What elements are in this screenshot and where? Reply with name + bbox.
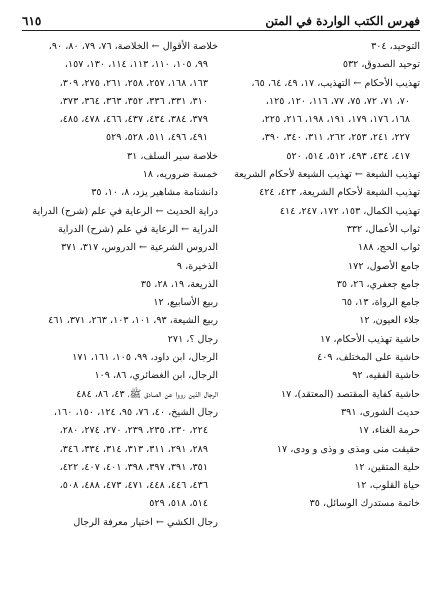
index-entry-line: خمسة ضروريه، ١٨ xyxy=(142,169,218,181)
index-entry-line: ثواب الحج، ١٨٨ xyxy=(358,242,420,254)
index-entry-line: ربيع الأسابيع، ١٢ xyxy=(153,297,218,309)
index-entry-line: خلاصة الأقوال ← الخلاصة، ٧٦، ٧٩، ٨٠، ٩٠، xyxy=(48,41,218,52)
index-entry-line: تهذيب الشيعة ← تهذيب الشيعة لأحكام الشريعة xyxy=(234,169,420,181)
index-entry-line: حاشية تهذيب الأحكام، ١٧ xyxy=(320,333,420,345)
index-entry-line: الذخيرة، ٩ xyxy=(176,260,218,272)
index-entry-line: رجال الشيخ، ٤٠، ٧٦، ٩٥، ١٢٤، ١٥٠، ١٦٠، xyxy=(53,406,218,418)
index-entry-line: حقيقت منى ومذى و وذى و ودى، ١٧ xyxy=(276,443,420,455)
index-entry-line: ٥١٤، ٥١٨، ٥٢٩ xyxy=(149,498,208,510)
index-entry-line: جلاء العيون، ١٢ xyxy=(359,315,420,327)
index-entry-line: توحيد الصدوق، ٥٣٢ xyxy=(342,59,420,71)
index-entry-line: ربيع الشيعة، ٩٣، ١٠١، ١٠٣، ٢٦٣، ٣٧١، ٤٦١ xyxy=(48,315,218,327)
index-entry-line: ٣١٠، ٣٣١، ٣٣٦، ٣٥٢، ٣٦٣، ٣٦٤، ٣٧٣، xyxy=(59,95,208,107)
index-entry-line: ٧٠، ٧١، ٧٢، ٧٥، ٧٧، ١١٦، ١٢٠، ١٢٥، xyxy=(265,95,410,107)
index-entry-line: الرجال، ابن الغضائري، ٨٦، ١٠٩ xyxy=(94,370,218,382)
index-entry-line: دانشنامة مشاهير يزد، ٨، ١٠، ٣٥ xyxy=(91,187,218,199)
index-entry-line: الرجال الذين رووا عن الصادق ﷺ، ٤٣، ٨٦، ٤٨٤ xyxy=(76,388,218,400)
index-entry-line: ٩٩، ١٠٥، ١١٠، ١١٣، ١١٤، ١٣٠، ١٥٧، xyxy=(64,59,208,71)
index-entry-line: ٤٩١، ٤٩٦، ٥١١، ٥٢٨، ٥٢٩ xyxy=(106,132,208,144)
index-entry-line: رجال الكشي ← اختيار معرفة الرجال xyxy=(73,516,218,528)
index-entry-line: جامع الأصول، ١٧٢ xyxy=(348,260,420,272)
index-entry-line: ١٦٣، ١٦٨، ٢٥٧، ٢٥٨، ٢٦١، ٢٧٥، ٣٠٩، xyxy=(59,77,208,89)
index-entry-line: حرمة الغناء، ١٧ xyxy=(358,425,420,437)
index-entry-line: ٢٢٤، ٢٣٠، ٢٣٥، ٢٣٩، ٢٧٠، ٢٧٤، ٢٨٠، xyxy=(59,425,208,437)
page-number: ٦١٥ xyxy=(22,14,42,28)
index-entry-line: الدروس الشرعية ← الدروس، ٣١٧، ٣٧١ xyxy=(61,242,218,254)
index-entry-line: حياة القلوب، ١٢ xyxy=(356,480,420,492)
index-entry-line: ٤٣٦، ٤٤٦، ٤٤٨، ٤٧١، ٤٧٣، ٤٨٨، ٥٠٨، xyxy=(59,480,208,492)
index-entry-line: خلاصة سير السلف، ٣١ xyxy=(127,150,218,162)
index-entry-line: ٢٢٧، ٢٤١، ٢٥٣، ٢٦٢، ٣١١، ٣٤٠، ٣٩٠، xyxy=(261,132,410,144)
index-entry-line: ١٦٨، ١٧٦، ١٧٩، ١٩١، ١٩٨، ٢١٦، ٢٢٥، xyxy=(261,114,410,126)
index-entry-line: حاشية كفاية المقتصد (المعتقد)، ١٧ xyxy=(281,388,420,400)
index-entry-line: ٣٧٩، ٣٨٤، ٤٣٤، ٤٣٧، ٤٦٦، ٤٧٨، ٤٨٥، xyxy=(59,114,208,126)
index-entry-line: تهذيب الأحكام ← التهذيب، ١٧، ٤٩، ٦٤، ٦٥، xyxy=(251,77,420,89)
index-entry-line: الدراية ← الرعاية في علم (شرح) الدراية xyxy=(57,223,218,235)
index-entry-line: ثواب الأعمال، ٣٣٢ xyxy=(346,223,420,235)
index-entry-line: تهذيب الشيعة لأحكام الشريعة، ٤٢٣، ٤٢٤ xyxy=(259,187,420,199)
index-entry-line: رجال ؟، ٢٧١ xyxy=(167,333,218,345)
index-column-right xyxy=(224,38,420,514)
index-entry-line: ٣٥١، ٣٩١، ٣٩٧، ٣٩٨، ٤٠١، ٤٠٧، ٤٢٢، xyxy=(59,461,208,473)
index-entry-line: خاتمة مستدرك الوسائل، ٣٥ xyxy=(309,498,420,510)
index-entry-line: الذريعة، ١٩، ٢٨، ٣٥ xyxy=(140,278,218,290)
index-entry-line: التوحيد، ٣٠٤ xyxy=(371,41,420,52)
index-column-left xyxy=(22,38,218,532)
index-entry-line: جامع الرواة، ١٣، ٦٥ xyxy=(341,297,420,309)
index-entry-line: تهذيب الكمال، ١٥٣، ١٧٢، ٢٤٧، ٤١٤ xyxy=(279,205,420,217)
index-entry-line: دراية الحديث ← الرعاية في علم (شرح) الدراية xyxy=(32,205,218,217)
index-entry-line: الرجال، ابن داود، ٩٩، ١٠٥، ١٦١، ١٧١ xyxy=(72,352,218,364)
index-entry-line: حاشية على المختلف، ٤٠٩ xyxy=(317,352,420,364)
index-entry-line: جامع جعفري، ٢٦، ٣٥ xyxy=(336,278,420,290)
index-entry-line: حلية المتقين، ١٢ xyxy=(354,461,420,473)
header-title: فهرس الكتب الواردة في المتن xyxy=(265,14,420,28)
index-entry-line: ٤١٧، ٤٣٤، ٤٩٣، ٥١٢، ٥١٤، ٥٢٠ xyxy=(286,150,410,162)
index-entry-line: حاشية الفقيه، ٩٢ xyxy=(352,370,420,382)
index-entry-line: حديث الشورى، ٣٩١ xyxy=(341,406,420,418)
index-entry-line: ٢٨٩، ٢٩١، ٣١١، ٣١٣، ٣١٤، ٣٣٤، ٣٤٦، xyxy=(59,443,208,455)
page-header xyxy=(22,10,420,31)
